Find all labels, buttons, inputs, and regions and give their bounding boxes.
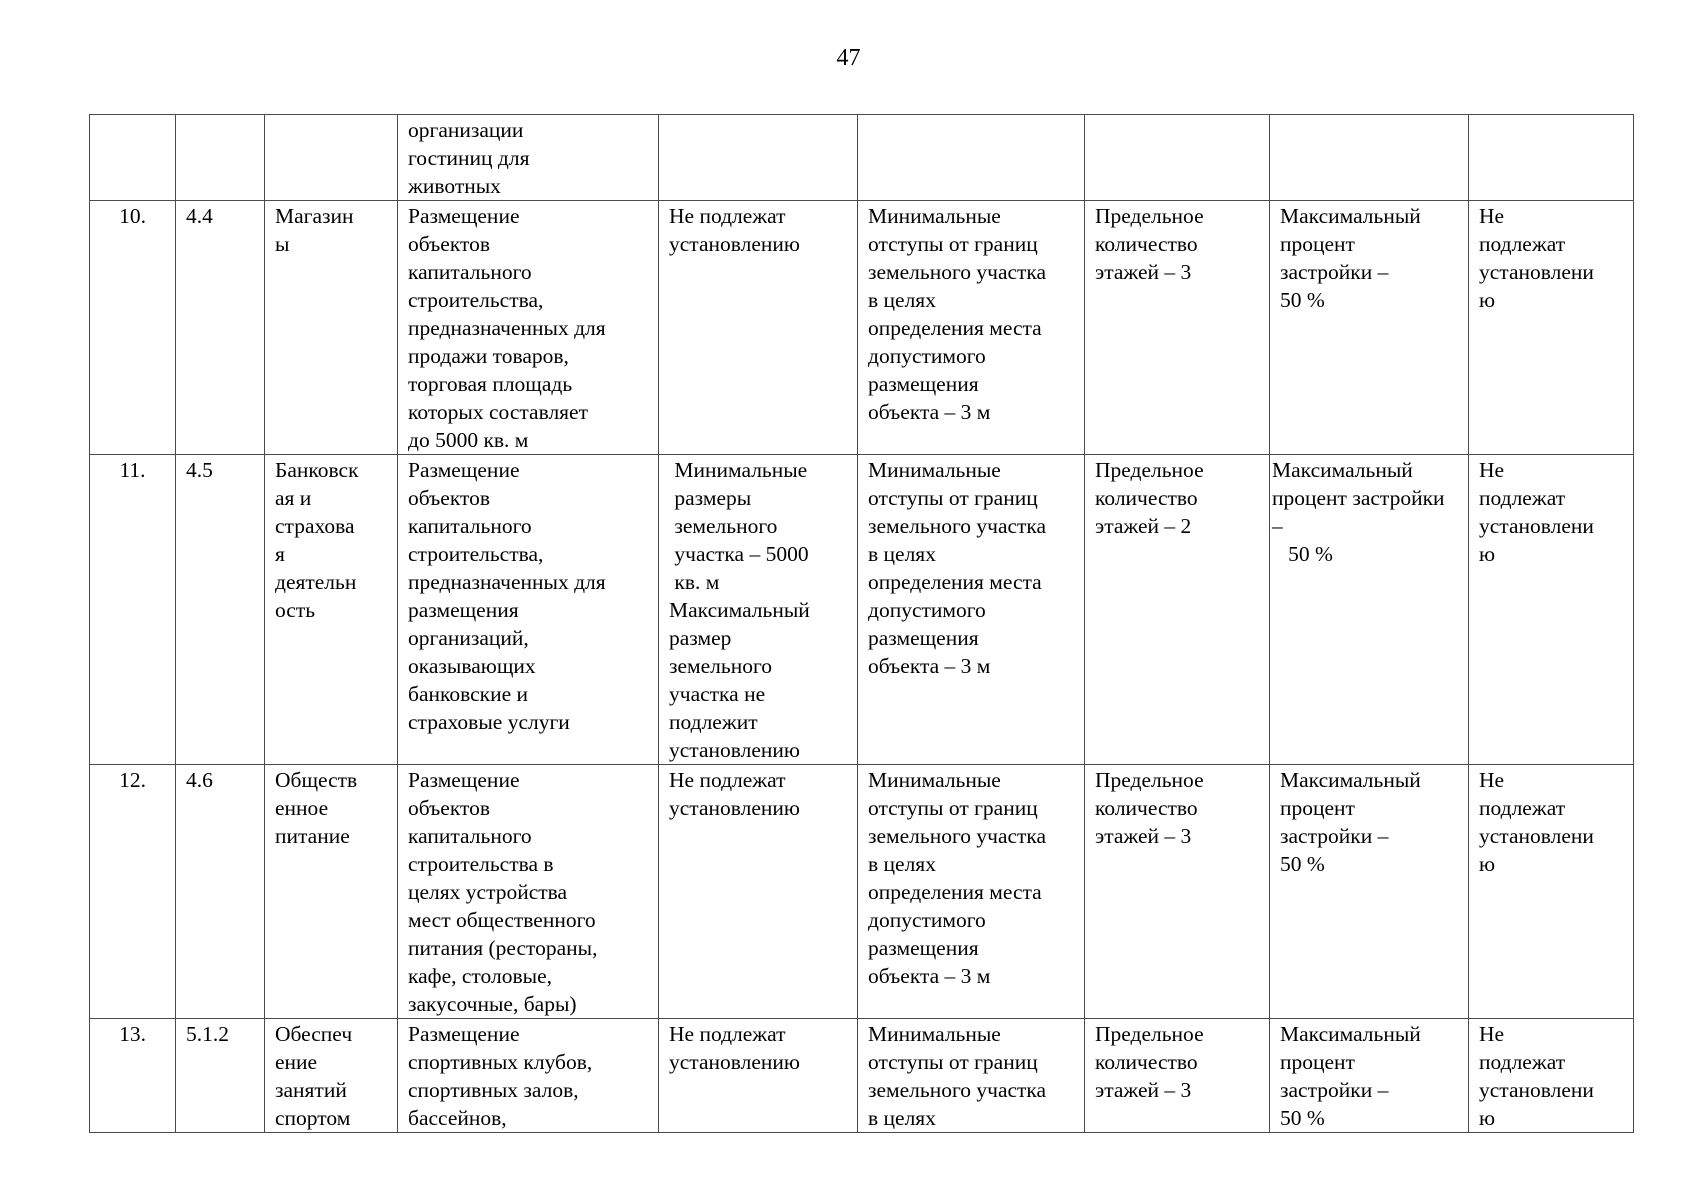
setbacks-cell xyxy=(858,115,1085,201)
use-description: Размещение спортивных клубов, спортивных залов, бассейнов, xyxy=(408,1022,593,1130)
floors-cell xyxy=(1085,765,1270,1019)
plot-size-text: Не подлежат установлению xyxy=(669,768,800,820)
row-number-cell xyxy=(90,765,176,1019)
zoning-regulations-table xyxy=(89,114,1634,1133)
use-code: 5.1.2 xyxy=(186,1022,229,1046)
code-cell xyxy=(176,455,265,765)
plot-size-text: Не подлежат установлению xyxy=(669,1022,800,1074)
page-number: 47 xyxy=(836,45,861,71)
table-row xyxy=(90,455,1634,765)
name-cell xyxy=(265,455,398,765)
restrictions-cell xyxy=(1469,201,1634,455)
name-cell xyxy=(265,765,398,1019)
use-code: 4.5 xyxy=(186,458,213,482)
row-number: 10. xyxy=(119,204,146,228)
restrictions-text: Не подлежат установлени ю xyxy=(1479,1022,1594,1130)
setbacks-cell xyxy=(858,455,1085,765)
row-number-cell xyxy=(90,115,176,201)
setbacks-cell xyxy=(858,201,1085,455)
coverage-text: Максимальный процент застройки – 50 % xyxy=(1280,1022,1421,1130)
use-name: Банковск ая и страхова я деятельн ость xyxy=(275,458,359,622)
use-name: Магазин ы xyxy=(275,204,354,256)
coverage-text: Максимальный процент застройки – 50 % xyxy=(1280,768,1421,876)
name-cell xyxy=(265,115,398,201)
row-number: 12. xyxy=(119,768,146,792)
setbacks-text: Минимальные отступы от границ земельного участка в целях xyxy=(868,1022,1047,1130)
floors-cell xyxy=(1085,1019,1270,1133)
code-cell xyxy=(176,765,265,1019)
floors-text: Предельное количество этажей – 2 xyxy=(1095,458,1204,538)
table-row xyxy=(90,115,1634,201)
setbacks-text: Минимальные отступы от границ земельного участка в целях определения места допустимого размещения объекта – 3 м xyxy=(868,768,1047,988)
coverage-cell xyxy=(1270,201,1469,455)
use-name: Обществ енное питание xyxy=(275,768,358,848)
plot-size-cell xyxy=(659,1019,858,1133)
table-row xyxy=(90,765,1634,1019)
description-cell xyxy=(398,1019,659,1133)
plot-size-cell xyxy=(659,765,858,1019)
restrictions-cell xyxy=(1469,1019,1634,1133)
floors-text: Предельное количество этажей – 3 xyxy=(1095,1022,1204,1102)
use-description: Размещение объектов капитального строительства, предназначенных для размещения организаций, оказывающих банковские и страховые услуги xyxy=(408,458,606,734)
plot-size-cell xyxy=(659,201,858,455)
use-description: Размещение объектов капитального строительства, предназначенных для продажи товаров, торговая площадь которых составляет до 5000 кв. м xyxy=(408,204,606,452)
floors-text: Предельное количество этажей – 3 xyxy=(1095,768,1204,848)
row-number-cell xyxy=(90,1019,176,1133)
use-description: Размещение объектов капитального строительства в целях устройства мест общественного питания (рестораны, кафе, столовые, закусочные, бары) xyxy=(408,768,598,1016)
floors-cell xyxy=(1085,455,1270,765)
floors-cell xyxy=(1085,115,1270,201)
restrictions-text: Не подлежат установлени ю xyxy=(1479,768,1594,876)
setbacks-text: Минимальные отступы от границ земельного участка в целях определения места допустимого размещения объекта – 3 м xyxy=(868,458,1047,678)
description-cell xyxy=(398,201,659,455)
use-code: 4.6 xyxy=(186,768,213,792)
description-cell xyxy=(398,455,659,765)
use-name: Обеспеч ение занятий спортом xyxy=(275,1022,353,1130)
restrictions-cell xyxy=(1469,455,1634,765)
description-cell xyxy=(398,765,659,1019)
restrictions-cell xyxy=(1469,115,1634,201)
coverage-text: Максимальный процент застройки – 50 % xyxy=(1280,204,1421,312)
coverage-text: Максимальный процент застройки – 50 % xyxy=(1272,458,1445,566)
plot-size-cell xyxy=(659,455,858,765)
coverage-cell xyxy=(1270,455,1469,765)
coverage-cell xyxy=(1270,1019,1469,1133)
coverage-cell xyxy=(1270,765,1469,1019)
code-cell xyxy=(176,115,265,201)
setbacks-text: Минимальные отступы от границ земельного участка в целях определения места допустимого размещения объекта – 3 м xyxy=(868,204,1047,424)
table-row xyxy=(90,201,1634,455)
table-row xyxy=(90,1019,1634,1133)
floors-cell xyxy=(1085,201,1270,455)
row-number-cell xyxy=(90,455,176,765)
plot-size-text: Не подлежат установлению xyxy=(669,204,800,256)
row-number: 11. xyxy=(119,458,146,482)
use-code: 4.4 xyxy=(186,204,213,228)
code-cell xyxy=(176,1019,265,1133)
row-number-cell xyxy=(90,201,176,455)
coverage-cell xyxy=(1270,115,1469,201)
setbacks-cell xyxy=(858,1019,1085,1133)
setbacks-cell xyxy=(858,765,1085,1019)
plot-size-text: Минимальные размеры земельного участка – 5000 кв. м Максимальный размер земельного участка не подлежит установлению xyxy=(669,458,810,762)
use-description: организации гостиниц для животных xyxy=(408,118,530,198)
plot-size-cell xyxy=(659,115,858,201)
floors-text: Предельное количество этажей – 3 xyxy=(1095,204,1204,284)
code-cell xyxy=(176,201,265,455)
restrictions-cell xyxy=(1469,765,1634,1019)
restrictions-text: Не подлежат установлени ю xyxy=(1479,458,1594,566)
name-cell xyxy=(265,1019,398,1133)
restrictions-text: Не подлежат установлени ю xyxy=(1479,204,1594,312)
name-cell xyxy=(265,201,398,455)
description-cell xyxy=(398,115,659,201)
row-number: 13. xyxy=(119,1022,146,1046)
